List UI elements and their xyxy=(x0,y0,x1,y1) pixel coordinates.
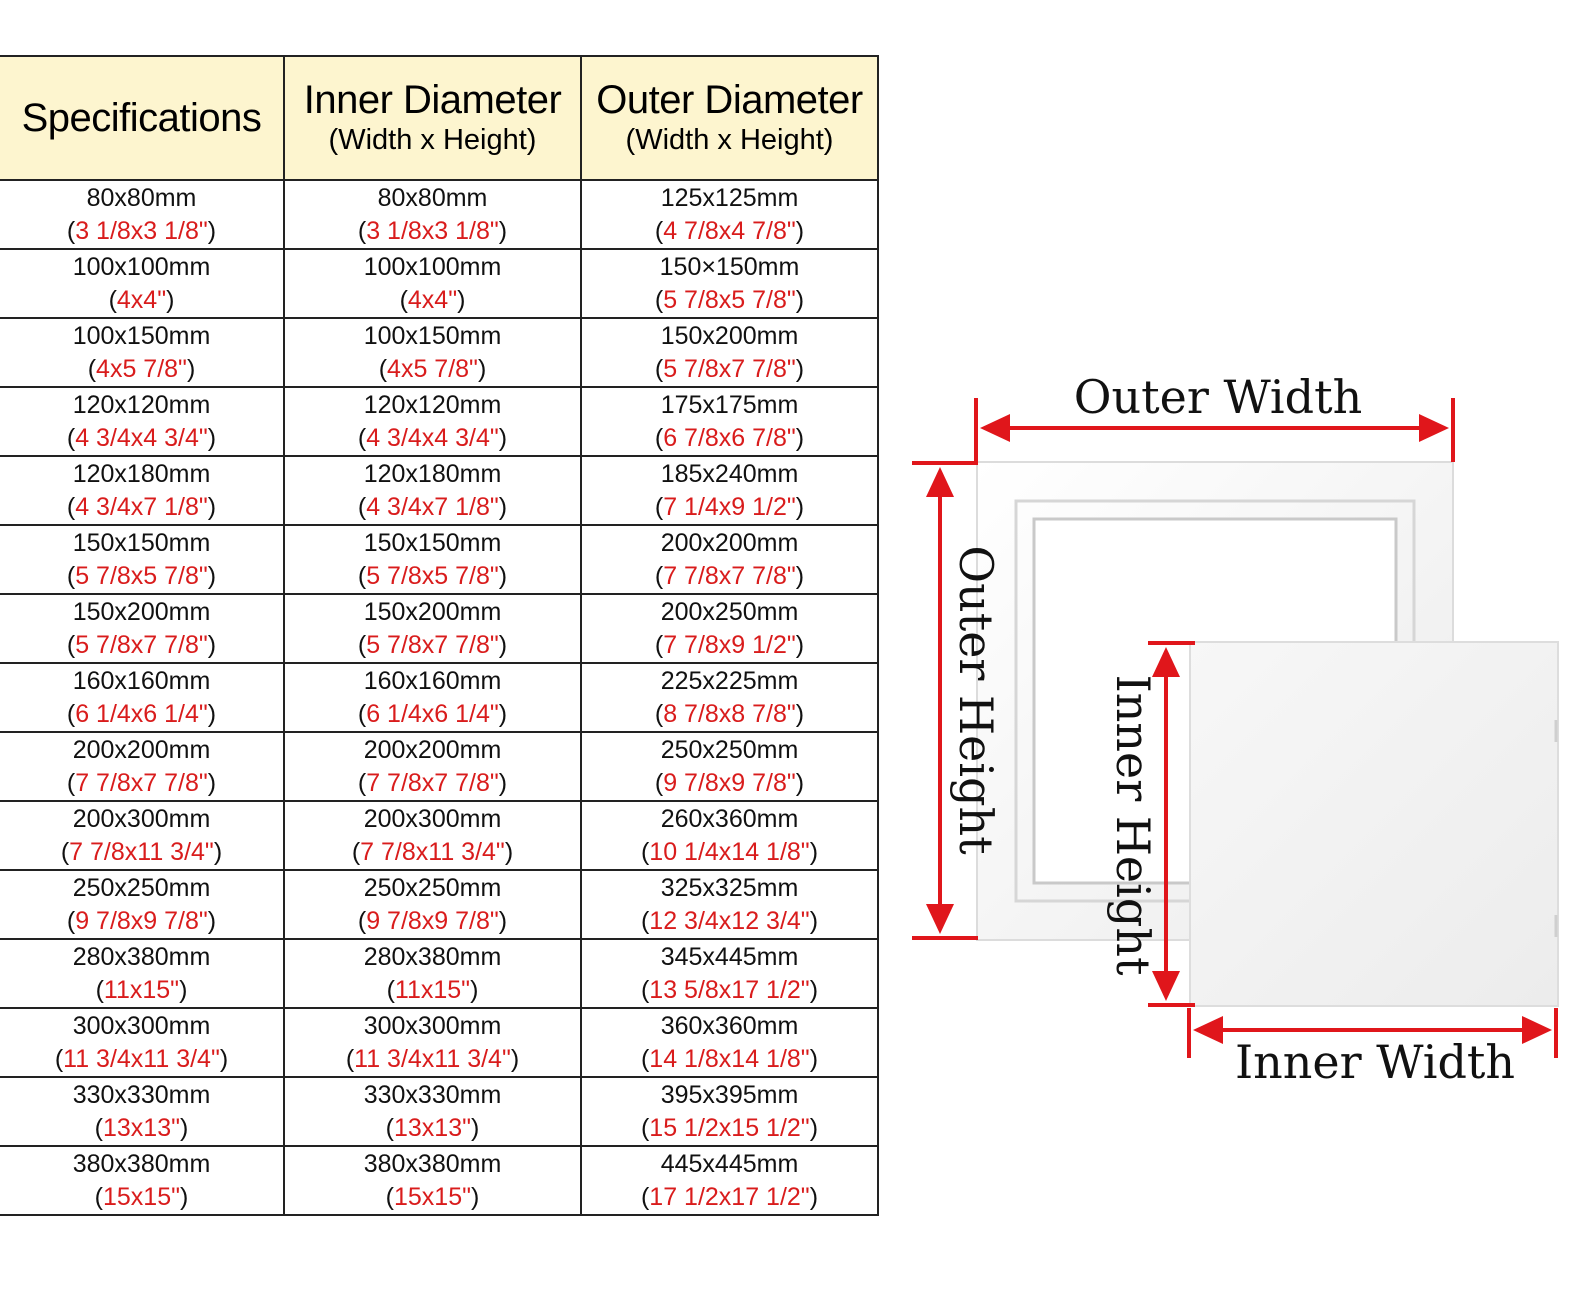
metric-size: 150x200mm xyxy=(72,597,211,626)
paren-close: ) xyxy=(498,630,508,659)
metric-size: 150x200mm xyxy=(363,597,502,626)
paren-open: ( xyxy=(640,1182,650,1211)
paren-close: ) xyxy=(809,1182,819,1211)
paren-close: ) xyxy=(471,1113,480,1142)
imperial-size: 6 7/8x6 7/8" xyxy=(663,423,796,452)
paren-open: ( xyxy=(66,561,76,590)
paren-close: ) xyxy=(795,630,805,659)
paren-open: ( xyxy=(386,975,395,1004)
paren-open: ( xyxy=(54,1044,64,1073)
header-inner-diameter-label: Inner Diameter xyxy=(303,78,562,122)
imperial-size: 7 7/8x7 7/8" xyxy=(366,768,499,797)
outer-width-arrowhead-right xyxy=(1419,414,1449,442)
paren-open: ( xyxy=(385,1182,394,1211)
imperial-size: 4 3/4x4 3/4" xyxy=(366,423,499,452)
metric-size: 175x175mm xyxy=(660,390,799,419)
paren-close: ) xyxy=(498,492,508,521)
paren-close: ) xyxy=(179,975,188,1004)
inner-width-arrowhead-right xyxy=(1522,1016,1552,1044)
imperial-size: 7 1/4x9 1/2" xyxy=(663,492,796,521)
paren-close: ) xyxy=(795,699,805,728)
paren-open: ( xyxy=(66,216,76,245)
paren-open: ( xyxy=(94,1182,103,1211)
paren-open: ( xyxy=(345,1044,355,1073)
paren-close: ) xyxy=(207,492,217,521)
imperial-size: 4 3/4x4 3/4" xyxy=(75,423,208,452)
paren-open: ( xyxy=(640,975,650,1004)
imperial-size: 5 7/8x7 7/8" xyxy=(75,630,208,659)
imperial-size: 7 7/8x9 1/2" xyxy=(663,630,796,659)
paren-close: ) xyxy=(510,1044,520,1073)
outer-height-arrowhead-bottom xyxy=(926,904,954,934)
paren-open: ( xyxy=(654,423,664,452)
metric-size: 380x380mm xyxy=(72,1149,211,1178)
paren-close: ) xyxy=(809,1044,819,1073)
paren-open: ( xyxy=(357,561,367,590)
imperial-size: 10 1/4x14 1/8" xyxy=(649,837,810,866)
imperial-size: 11 3/4x11 3/4" xyxy=(63,1044,220,1073)
paren-close: ) xyxy=(498,699,508,728)
paren-close: ) xyxy=(795,561,805,590)
imperial-size: 3 1/8x3 1/8" xyxy=(75,216,208,245)
metric-size: 120x120mm xyxy=(363,390,502,419)
metric-size: 185x240mm xyxy=(660,459,799,488)
imperial-size: 5 7/8x7 7/8" xyxy=(366,630,499,659)
paren-close: ) xyxy=(207,768,217,797)
metric-size: 80x80mm xyxy=(86,183,197,212)
paren-close: ) xyxy=(809,837,819,866)
imperial-size: 6 1/4x6 1/4" xyxy=(75,699,208,728)
imperial-size: 7 7/8x7 7/8" xyxy=(663,561,796,590)
paren-close: ) xyxy=(498,216,508,245)
imperial-size: 5 7/8x7 7/8" xyxy=(663,354,796,383)
paren-close: ) xyxy=(795,492,805,521)
outer-width-label: Outer Width xyxy=(1073,370,1363,424)
imperial-size: 9 7/8x9 7/8" xyxy=(75,906,208,935)
paren-open: ( xyxy=(94,1113,103,1142)
metric-size: 200x200mm xyxy=(660,528,799,557)
paren-close: ) xyxy=(207,630,217,659)
metric-size: 160x160mm xyxy=(363,666,502,695)
metric-size: 260x360mm xyxy=(660,804,799,833)
imperial-size: 14 1/8x14 1/8" xyxy=(649,1044,810,1073)
imperial-size: 4x4" xyxy=(407,285,458,314)
metric-size: 120x180mm xyxy=(72,459,211,488)
paren-close: ) xyxy=(186,354,196,383)
paren-open: ( xyxy=(385,1113,394,1142)
inner-height-arrowhead-bottom xyxy=(1152,971,1180,1001)
imperial-size: 9 7/8x9 7/8" xyxy=(366,906,499,935)
paren-open: ( xyxy=(66,630,76,659)
metric-size: 250x250mm xyxy=(660,735,799,764)
imperial-size: 7 7/8x11 3/4" xyxy=(360,837,505,866)
metric-size: 250x250mm xyxy=(363,873,502,902)
paren-close: ) xyxy=(207,423,217,452)
paren-open: ( xyxy=(640,1113,650,1142)
paren-close: ) xyxy=(477,354,487,383)
metric-size: 80x80mm xyxy=(377,183,488,212)
paren-close: ) xyxy=(207,699,217,728)
metric-size: 325x325mm xyxy=(660,873,799,902)
paren-open: ( xyxy=(378,354,388,383)
paren-close: ) xyxy=(795,285,805,314)
paren-close: ) xyxy=(498,423,508,452)
paren-open: ( xyxy=(66,492,76,521)
inner-height-label: Inner Height xyxy=(1106,674,1160,976)
paren-open: ( xyxy=(351,837,361,866)
metric-size: 225x225mm xyxy=(660,666,799,695)
imperial-size: 4 7/8x4 7/8" xyxy=(663,216,796,245)
metric-size: 395x395mm xyxy=(660,1080,799,1109)
door-panel xyxy=(1190,642,1558,1006)
paren-open: ( xyxy=(357,216,367,245)
paren-close: ) xyxy=(795,354,805,383)
metric-size: 380x380mm xyxy=(363,1149,502,1178)
paren-close: ) xyxy=(795,216,805,245)
metric-size: 360x360mm xyxy=(660,1011,799,1040)
imperial-size: 13x13" xyxy=(394,1113,471,1142)
paren-open: ( xyxy=(654,354,664,383)
paren-open: ( xyxy=(654,216,664,245)
paren-open: ( xyxy=(654,492,664,521)
paren-open: ( xyxy=(66,699,76,728)
paren-close: ) xyxy=(504,837,514,866)
paren-close: ) xyxy=(809,1113,819,1142)
metric-size: 445x445mm xyxy=(660,1149,799,1178)
header-outer-diameter-label: Outer Diameter xyxy=(596,78,863,122)
metric-size: 125x125mm xyxy=(660,183,799,212)
metric-size: 150×150mm xyxy=(659,252,800,281)
imperial-size: 4 3/4x7 1/8" xyxy=(366,492,499,521)
metric-size: 150x200mm xyxy=(660,321,799,350)
paren-open: ( xyxy=(640,837,650,866)
metric-size: 345x445mm xyxy=(660,942,799,971)
metric-size: 100x100mm xyxy=(72,252,211,281)
metric-size: 280x380mm xyxy=(363,942,502,971)
imperial-size: 15x15" xyxy=(394,1182,471,1211)
metric-size: 100x150mm xyxy=(363,321,502,350)
paren-open: ( xyxy=(357,423,367,452)
metric-size: 200x300mm xyxy=(363,804,502,833)
metric-size: 200x300mm xyxy=(72,804,211,833)
paren-open: ( xyxy=(108,285,117,314)
imperial-size: 8 7/8x8 7/8" xyxy=(663,699,796,728)
imperial-size: 15x15" xyxy=(103,1182,180,1211)
paren-close: ) xyxy=(498,906,508,935)
header-outer-diameter-sub: (Width x Height) xyxy=(625,124,834,156)
paren-open: ( xyxy=(640,1044,650,1073)
paren-open: ( xyxy=(640,906,650,935)
metric-size: 200x250mm xyxy=(660,597,799,626)
imperial-size: 11 3/4x11 3/4" xyxy=(354,1044,511,1073)
imperial-size: 7 7/8x11 3/4" xyxy=(69,837,214,866)
paren-open: ( xyxy=(357,768,367,797)
paren-open: ( xyxy=(654,768,664,797)
paren-close: ) xyxy=(207,216,217,245)
metric-size: 150x150mm xyxy=(72,528,211,557)
metric-size: 120x120mm xyxy=(72,390,211,419)
imperial-size: 12 3/4x12 3/4" xyxy=(649,906,810,935)
paren-close: ) xyxy=(795,423,805,452)
paren-close: ) xyxy=(166,285,175,314)
inner-width-label: Inner Width xyxy=(1235,1035,1515,1089)
paren-close: ) xyxy=(809,906,819,935)
imperial-size: 13 5/8x17 1/2" xyxy=(649,975,810,1004)
outer-height-arrowhead-top xyxy=(926,467,954,497)
imperial-size: 5 7/8x5 7/8" xyxy=(75,561,208,590)
imperial-size: 6 1/4x6 1/4" xyxy=(366,699,499,728)
paren-open: ( xyxy=(357,906,367,935)
metric-size: 280x380mm xyxy=(72,942,211,971)
header-specifications-label: Specifications xyxy=(21,96,262,140)
paren-close: ) xyxy=(809,975,819,1004)
imperial-size: 4x4" xyxy=(116,285,167,314)
paren-open: ( xyxy=(60,837,70,866)
paren-close: ) xyxy=(471,1182,480,1211)
outer-width-arrowhead-left xyxy=(980,414,1010,442)
imperial-size: 5 7/8x5 7/8" xyxy=(663,285,796,314)
paren-close: ) xyxy=(180,1113,189,1142)
paren-open: ( xyxy=(87,354,97,383)
paren-open: ( xyxy=(654,630,664,659)
paren-close: ) xyxy=(457,285,466,314)
metric-size: 120x180mm xyxy=(363,459,502,488)
paren-close: ) xyxy=(498,768,508,797)
paren-close: ) xyxy=(219,1044,229,1073)
imperial-size: 13x13" xyxy=(103,1113,180,1142)
imperial-size: 5 7/8x5 7/8" xyxy=(366,561,499,590)
paren-close: ) xyxy=(213,837,223,866)
imperial-size: 9 7/8x9 7/8" xyxy=(663,768,796,797)
metric-size: 100x150mm xyxy=(72,321,211,350)
paren-close: ) xyxy=(795,768,805,797)
paren-open: ( xyxy=(654,285,664,314)
paren-close: ) xyxy=(180,1182,189,1211)
outer-height-label: Outer Height xyxy=(949,545,1003,855)
inner-width-arrowhead-left xyxy=(1193,1016,1223,1044)
metric-size: 330x330mm xyxy=(363,1080,502,1109)
paren-close: ) xyxy=(207,906,217,935)
paren-open: ( xyxy=(357,630,367,659)
metric-size: 330x330mm xyxy=(72,1080,211,1109)
paren-open: ( xyxy=(357,492,367,521)
paren-open: ( xyxy=(66,906,76,935)
paren-close: ) xyxy=(207,561,217,590)
metric-size: 300x300mm xyxy=(72,1011,211,1040)
paren-open: ( xyxy=(95,975,104,1004)
paren-open: ( xyxy=(654,561,664,590)
metric-size: 300x300mm xyxy=(363,1011,502,1040)
imperial-size: 7 7/8x7 7/8" xyxy=(75,768,208,797)
paren-open: ( xyxy=(654,699,664,728)
imperial-size: 4x5 7/8" xyxy=(96,354,187,383)
metric-size: 250x250mm xyxy=(72,873,211,902)
header-inner-diameter-sub: (Width x Height) xyxy=(328,124,537,156)
paren-open: ( xyxy=(66,423,76,452)
metric-size: 100x100mm xyxy=(363,252,502,281)
metric-size: 150x150mm xyxy=(363,528,502,557)
imperial-size: 11x15" xyxy=(103,975,180,1004)
paren-open: ( xyxy=(357,699,367,728)
metric-size: 200x200mm xyxy=(72,735,211,764)
paren-open: ( xyxy=(399,285,408,314)
imperial-size: 17 1/2x17 1/2" xyxy=(649,1182,810,1211)
paren-close: ) xyxy=(470,975,479,1004)
paren-open: ( xyxy=(66,768,76,797)
imperial-size: 15 1/2x15 1/2" xyxy=(649,1113,810,1142)
imperial-size: 4x5 7/8" xyxy=(387,354,478,383)
imperial-size: 4 3/4x7 1/8" xyxy=(75,492,208,521)
paren-close: ) xyxy=(498,561,508,590)
metric-size: 160x160mm xyxy=(72,666,211,695)
imperial-size: 3 1/8x3 1/8" xyxy=(366,216,499,245)
imperial-size: 11x15" xyxy=(394,975,471,1004)
door-panel-body xyxy=(1190,642,1558,1006)
metric-size: 200x200mm xyxy=(363,735,502,764)
